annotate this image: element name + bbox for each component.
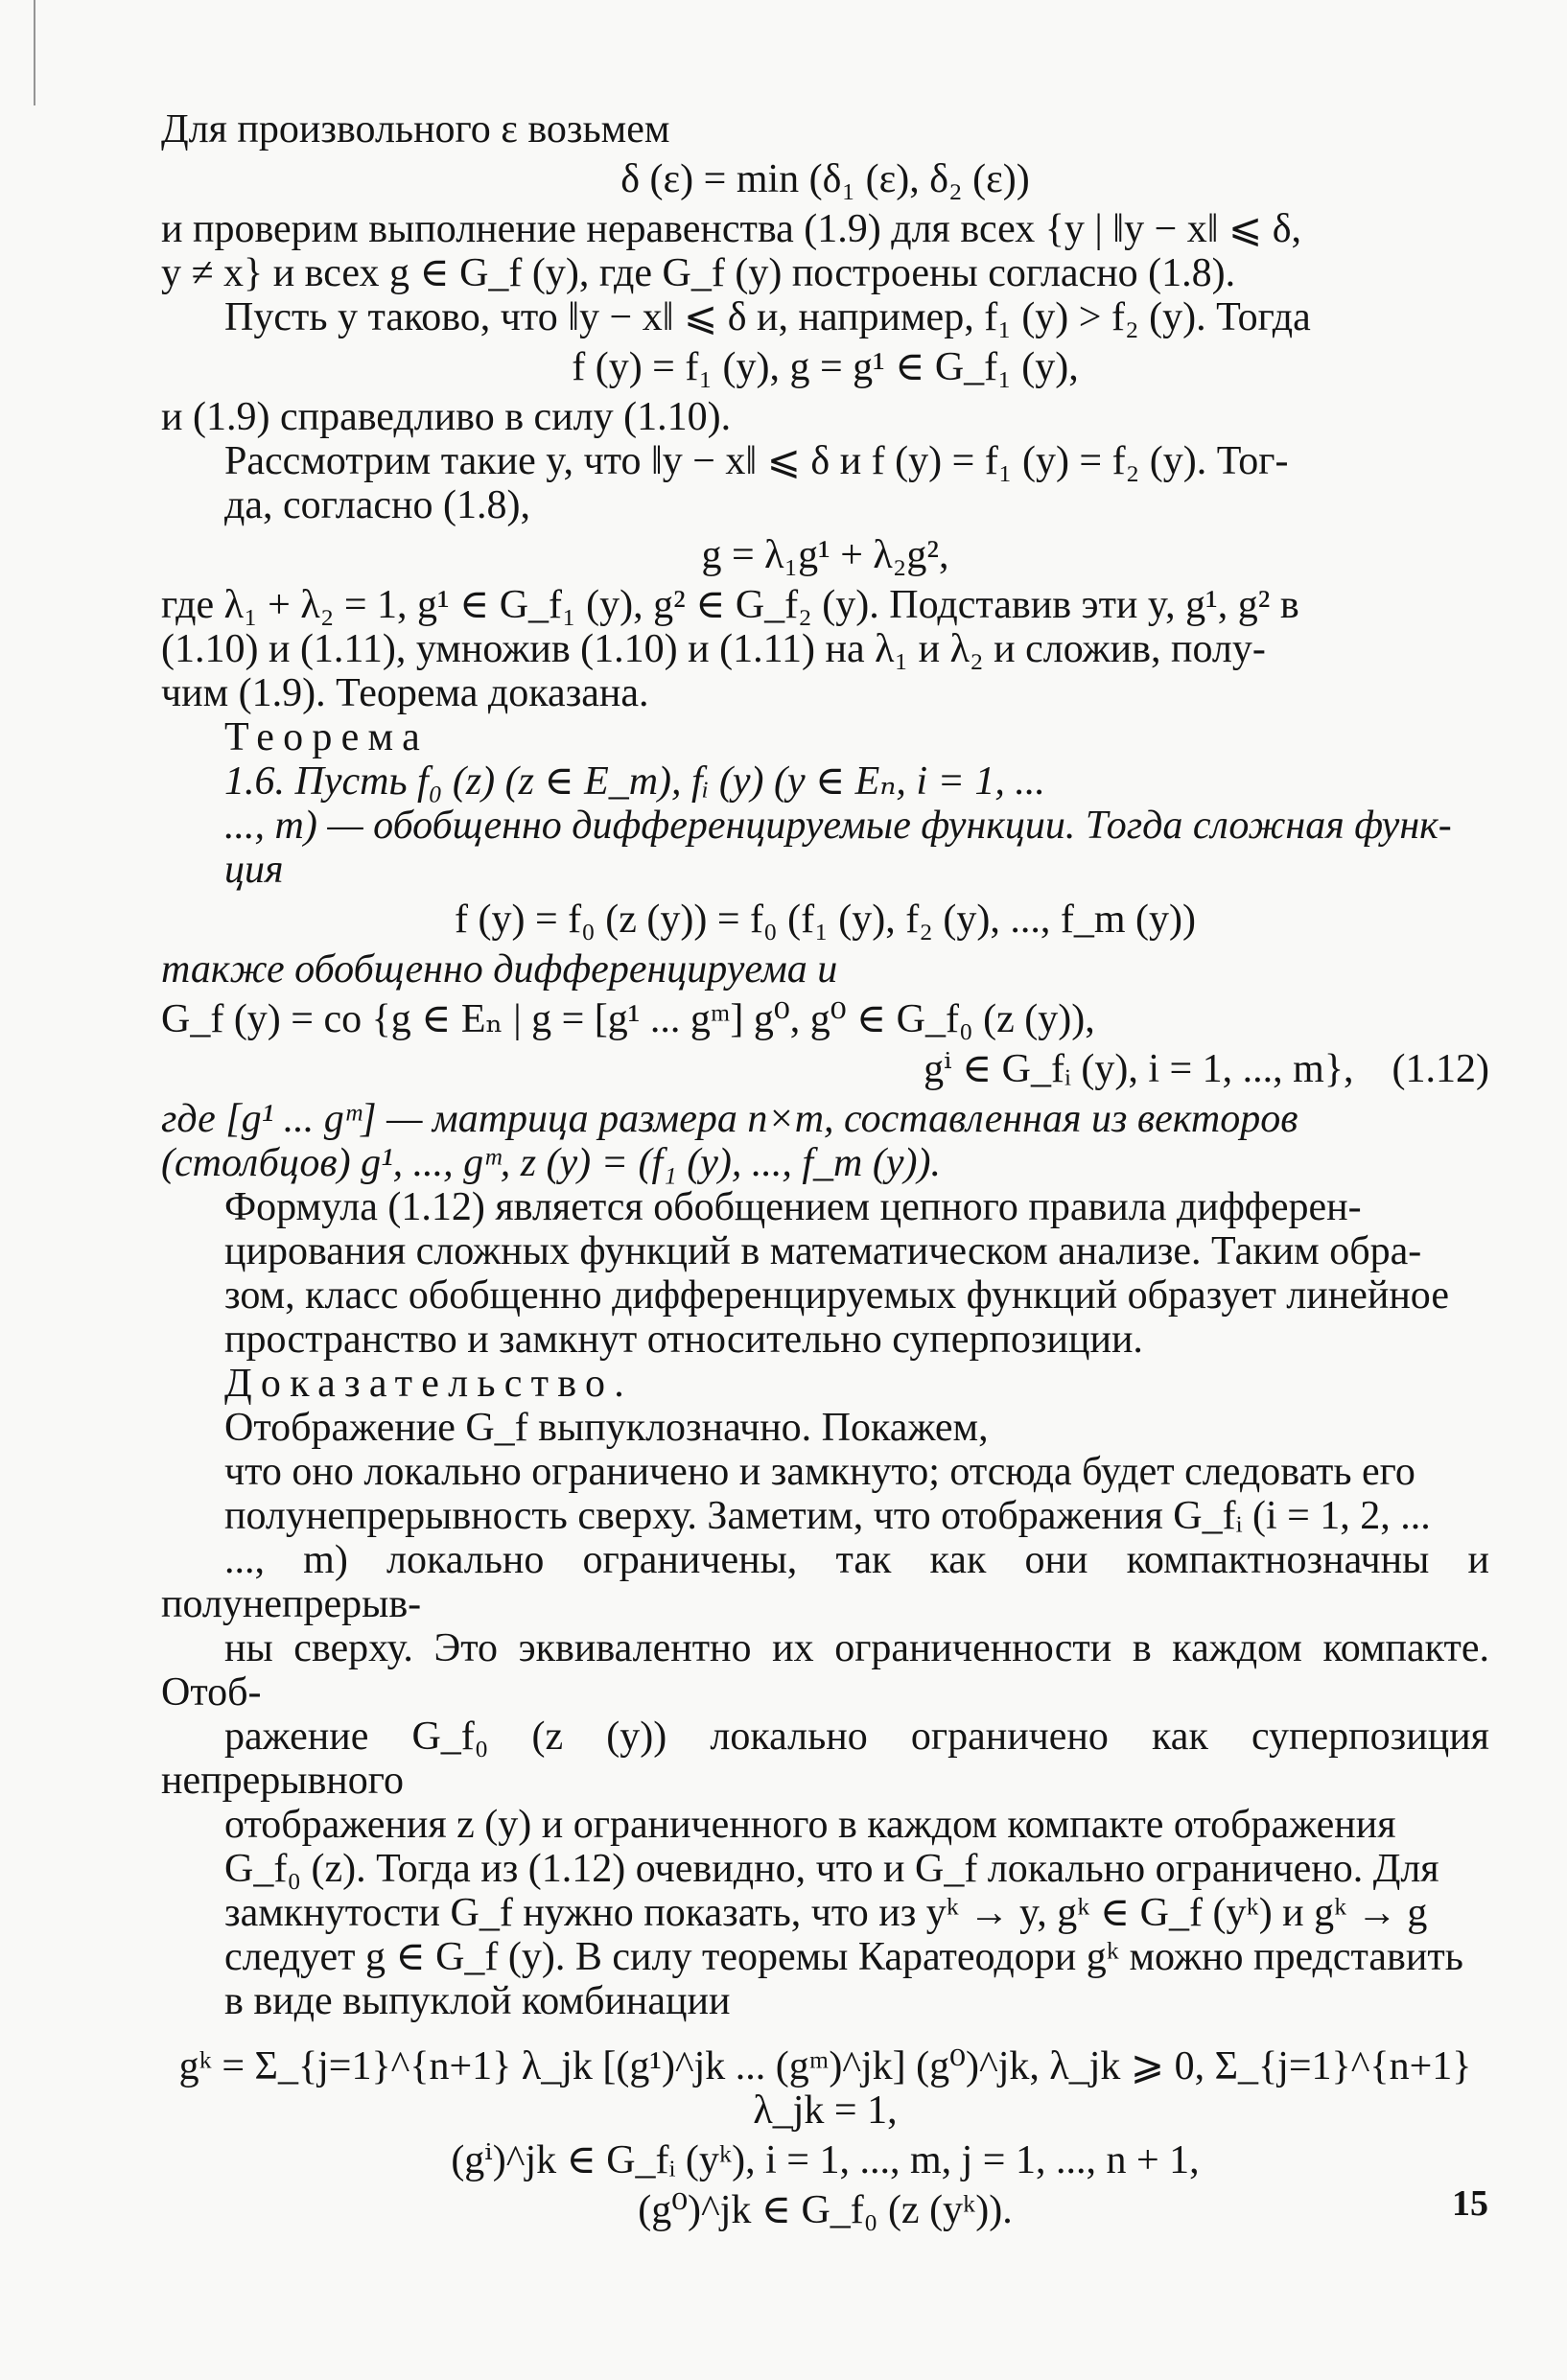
text-line: пространство и замкнут относительно суперпозиции. [224,1318,1143,1362]
text-line: и проверим выполнение неравенства (1.9) для всех {y | ‖y − x‖ ⩽ δ, [161,207,1302,251]
formula-text: gⁱ ∈ G_fᵢ (y), i = 1, ..., m}, [924,1047,1354,1091]
text-line [161,1362,1489,1450]
paragraph-case2-end [161,583,1489,715]
text-line: ражение G_f₀ (z (y)) локально ограничено как суперпозиция непрерывного [161,1715,1489,1803]
text-line: y ≠ x} и всех g ∈ G_f (y), где G_f (y) построены согласно (1.8). [161,251,1236,295]
theorem-label: Теорема [224,715,429,759]
proof-text: Отображение G_f выпуклозначно. Покажем, [224,1406,989,1450]
paragraph-intro [161,107,1489,152]
formula-composition: f (y) = f₀ (z (y)) = f₀ (f₁ (y), f₂ (y), ..., f_m (y)) [455,898,1196,942]
formula-1-12-line1: G_f (y) = co {g ∈ Eₙ | g = [g¹ ... gᵐ] g⁰, g⁰ ∈ G_f₀ (z (y)), [161,997,1095,1041]
theorem-where [161,1097,1489,1185]
text-line: отображения z (y) и ограниченного в каждом компакте отображения [224,1803,1396,1847]
text-line: где λ₁ + λ₂ = 1, g¹ ∈ G_f₁ (y), g² ∈ G_f₂ (y). Подставив эти y, g¹, g² в [161,583,1299,627]
theorem-cont [161,947,1489,992]
paragraph-case1 [161,295,1489,339]
text-line: Рассмотрим такие y, что ‖y − x‖ ⩽ δ и f (y) = f₁ (y) = f₂ (y). Тог- [224,439,1289,483]
formula-caratheodory: gᵏ = Σ_{j=1}^{n+1} λ_jk [(g¹)^jk ... (gᵐ)^jk] (g⁰)^jk, λ_jk ⩾ 0, Σ_{j=1}^{n+1} λ_jk = 1, [178,2044,1472,2133]
proof-label: Доказательство. [224,1362,633,1406]
paragraph-remark [161,1185,1489,1362]
text-line: ..., m) локально ограничены, так как они компактнозначны и полунепрерыв- [161,1538,1489,1626]
formula-case1: f (y) = f₁ (y), g = g¹ ∈ G_f₁ (y), [572,345,1079,389]
text-line: (1.10) и (1.11), умножив (1.10) и (1.11) на λ₁ и λ₂ и сложив, полу- [161,627,1266,671]
text-line: (столбцов) g¹, ..., gᵐ, z (y) = (f₁ (y), ..., f_m (y)). [161,1141,941,1185]
text-line: и (1.9) справедливо в силу (1.10). [161,395,732,439]
text-line: также обобщенно дифференцируема и [161,947,838,992]
text-line: замкнутости G_f нужно показать, что из yᵏ → y, gᵏ ∈ G_f (yᵏ) и gᵏ → g [224,1891,1428,1935]
equation-number: (1.12) [1392,1047,1489,1091]
text-line: Формула (1.12) является обобщением цепного правила дифферен- [224,1185,1362,1229]
page-number: 15 [1452,2183,1488,2224]
page-edge-mark [34,0,35,105]
paragraph-case2 [161,439,1489,527]
text-line [161,715,1489,804]
formula-membership-g0: (g⁰)^jk ∈ G_f₀ (z (yᵏ)). [638,2188,1013,2232]
formula-membership: (gⁱ)^jk ∈ G_fᵢ (yᵏ), i = 1, ..., m, j = 1, ..., n + 1, [451,2138,1200,2182]
text-line: Для произвольного ε возьмем [161,107,670,152]
text-line: следует g ∈ G_f (y). В силу теоремы Каратеодори gᵏ можно представить [224,1935,1463,1979]
paragraph-proof [161,1362,1489,2023]
text-line: что оно локально ограничено и замкнуто; отсюда будет следовать его [224,1450,1415,1494]
text-line: зом, класс обобщенно дифференцируемых функций образует линейное [224,1273,1449,1318]
text-line: где [g¹ ... gᵐ] — матрица размера n×m, составленная из векторов [161,1097,1298,1141]
text-line: ция [224,848,284,892]
formula-convex: g = λ₁g¹ + λ₂g², [701,533,949,577]
theorem-1-6 [161,715,1489,892]
page-body [161,107,1489,2238]
paragraph-case1-end [161,395,1489,439]
formula-1-12-line2 [161,1047,1489,1091]
text-line: полунепрерывность сверху. Заметим, что отображения G_fᵢ (i = 1, 2, ... [224,1494,1431,1538]
paragraph-check [161,207,1489,295]
text-line: ны сверху. Это эквивалентно их ограниченности в каждом компакте. Отоб- [161,1626,1489,1715]
text-line: в виде выпуклой комбинации [224,1979,731,2023]
text-line: чим (1.9). Теорема доказана. [161,671,649,715]
theorem-text: 1.6. Пусть f₀ (z) (z ∈ E_m), fᵢ (y) (y ∈ Eₙ, i = 1, ... [224,759,1045,804]
text-line: да, согласно (1.8), [224,483,530,527]
text-line: цирования сложных функций в математическом анализе. Таким обра- [224,1229,1422,1273]
formula-delta: δ (ε) = min (δ₁ (ε), δ₂ (ε)) [620,157,1030,201]
text-line: Пусть y таково, что ‖y − x‖ ⩽ δ и, например, f₁ (y) > f₂ (y). Тогда [224,295,1311,339]
text-line: ..., m) — обобщенно дифференцируемые функции. Тогда сложная функ- [224,804,1452,848]
text-line: G_f₀ (z). Тогда из (1.12) очевидно, что и G_f локально ограничено. Для [224,1847,1439,1891]
